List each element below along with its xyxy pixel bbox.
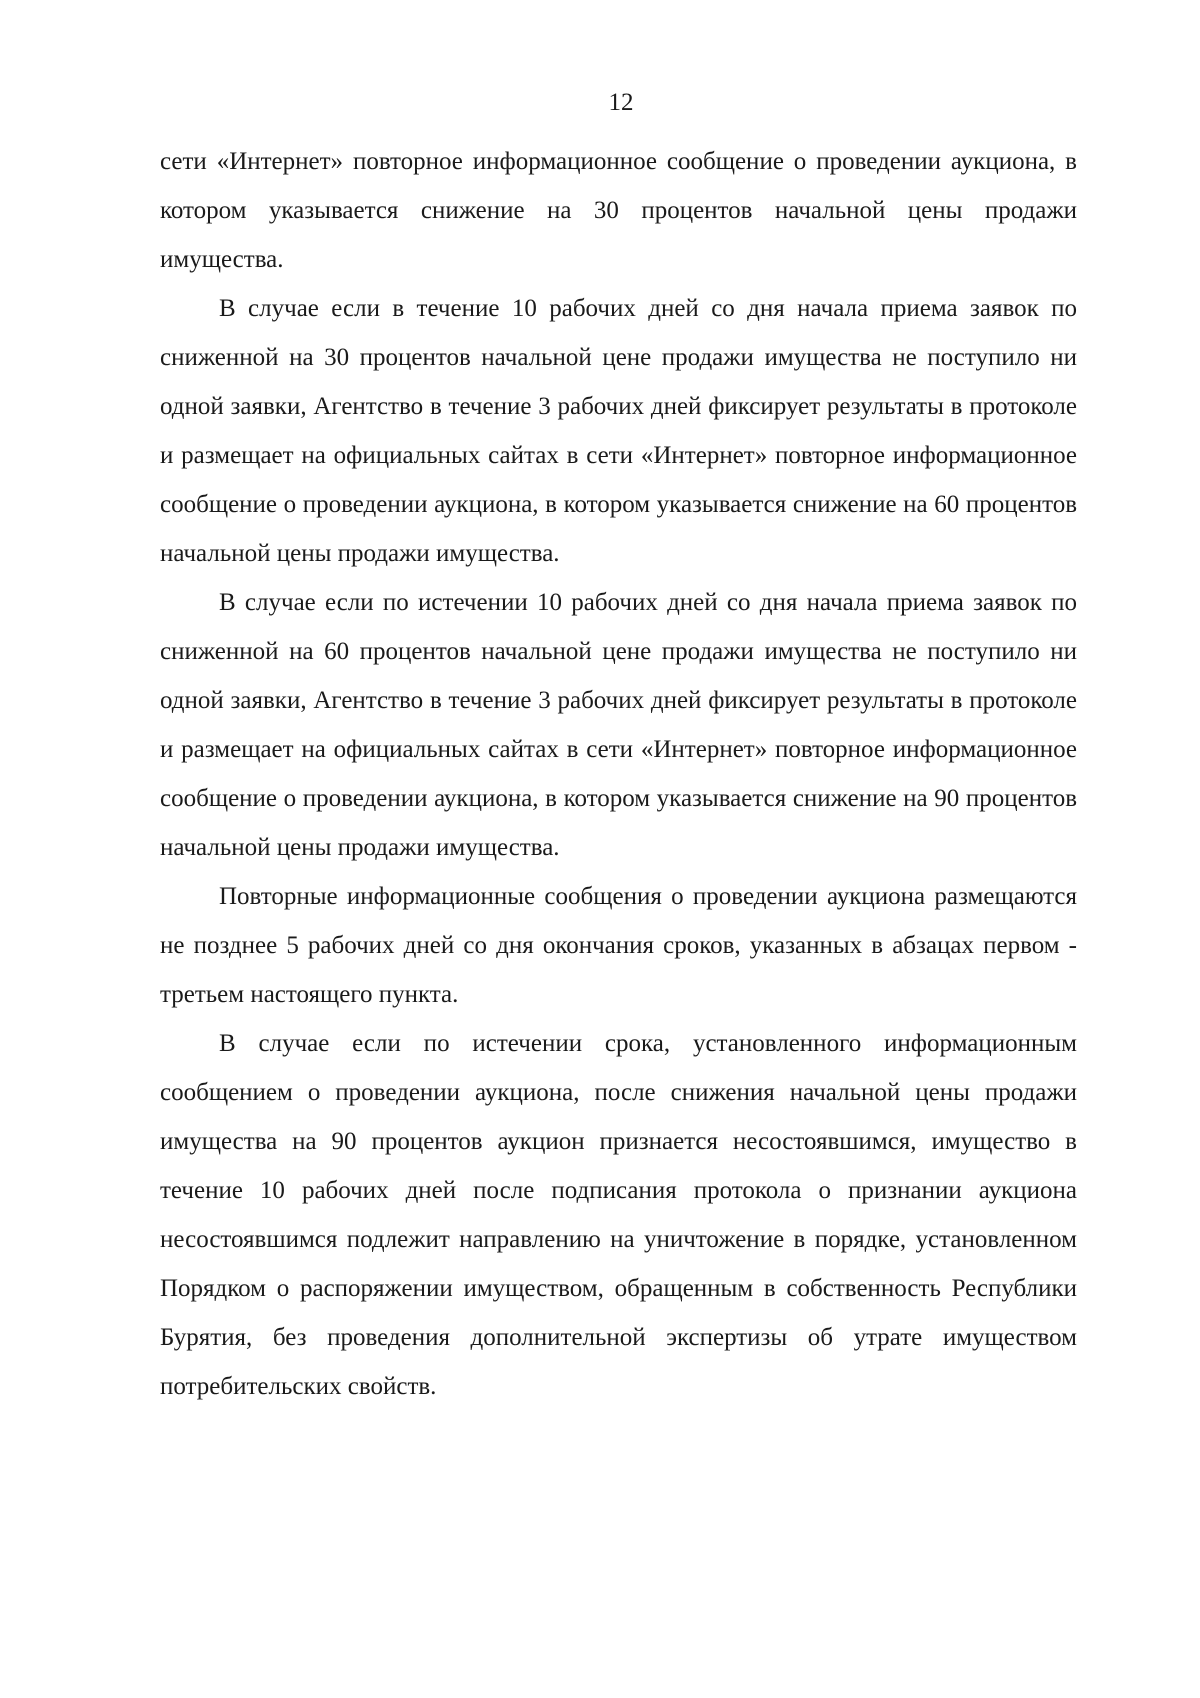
paragraph: В случае если по истечении 10 рабочих дней со дня начала приема заявок по сниженной на 60 процентов начальной цене продажи имущества не поступило ни одной заявки, Агентство в течение 3 рабочих дней фиксирует результаты в протоколе и размещает на официальных сайтах в сети «Интернет» повторное информационное сообщение о проведении аукциона, в котором указывается снижение на 90 процентов начальной цены продажи имущества. [160, 589, 1077, 861]
paragraph: В случае если в течение 10 рабочих дней со дня начала приема заявок по сниженной на 30 процентов начальной цене продажи имущества не поступило ни одной заявки, Агентство в течение 3 рабочих дней фиксирует результаты в протоколе и размещает на официальных сайтах в сети «Интернет» повторное информационное сообщение о проведении аукциона, в котором указывается снижение на 60 процентов начальной цены продажи имущества. [160, 295, 1077, 567]
body-text [160, 137, 1077, 1411]
paragraph: В случае если по истечении срока, установленного информационным сообщением о проведении аукциона, после снижения начальной цены продажи имущества на 90 процентов аукцион признается несостоявшимся, имущество в течение 10 рабочих дней после подписания протокола о признании аукциона несостоявшимся подлежит направлению на уничтожение в порядке, установленном Порядком о распоряжении имуществом, обращенным в собственность Республики Бурятия, без проведения дополнительной экспертизы об утрате имуществом потребительских свойств. [160, 1030, 1077, 1400]
page-number: 12 [608, 89, 634, 116]
paragraph-continuation: сети «Интернет» повторное информационное сообщение о проведении аукциона, в котором указывается снижение на 30 процентов начальной цены продажи имущества. [160, 148, 1077, 273]
paragraph: Повторные информационные сообщения о проведении аукциона размещаются не позднее 5 рабочих дней со дня окончания сроков, указанных в абзацах первом - третьем настоящего пункта. [160, 883, 1077, 1008]
